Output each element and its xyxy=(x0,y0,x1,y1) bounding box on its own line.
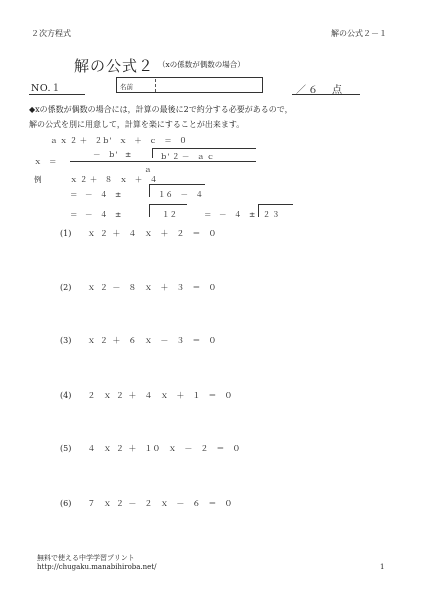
formula-sqrt xyxy=(152,148,153,158)
header-left: ２次方程式 xyxy=(31,29,71,38)
footer-title: 無料で使える中学学習プリント xyxy=(37,554,135,562)
example-step2-sqrt-2 xyxy=(258,204,259,217)
problem-5 xyxy=(60,443,240,454)
name-field[interactable] xyxy=(116,77,263,93)
example-step1-radicand: １６ － ４ xyxy=(158,190,203,199)
problem-expression: ７ ｘ ２ － ２ ｘ － ６ ＝ ０ xyxy=(87,499,233,508)
example-step2-sqrt-2-bar xyxy=(258,204,293,205)
problem-4 xyxy=(60,390,232,401)
intro-line-2: 解の公式を別に用意して，計算を楽にすることが出来ます。 xyxy=(29,120,245,129)
page-number: 1 xyxy=(380,563,385,571)
name-divider xyxy=(155,79,156,92)
score-underline xyxy=(292,94,360,95)
example-step1-sqrt-bar xyxy=(149,184,205,185)
formula-x-equals: ｘ ＝ xyxy=(34,157,57,166)
problem-number: (2) xyxy=(60,283,72,292)
example-step1-sqrt xyxy=(149,184,150,197)
problem-number: (1) xyxy=(60,229,72,238)
name-label: 名前 xyxy=(120,83,133,91)
formula-fraction-bar xyxy=(70,161,256,162)
number-label: NO.１ xyxy=(31,83,62,94)
problem-number: (3) xyxy=(60,336,72,345)
formula-sqrt-bar xyxy=(152,148,256,149)
problem-expression: ｘ ２ － ８ ｘ ＋ ３ ＝ ０ xyxy=(87,283,217,292)
formula-numerator: － ｂ' ± xyxy=(93,150,132,159)
example-step2-sqrt-bar xyxy=(149,204,187,205)
example-step2-radicand-2: ３ xyxy=(272,210,280,219)
header-right: 解の公式２－１ xyxy=(331,29,387,38)
example-step-2-result: ＝ － ４ ± ２ xyxy=(204,210,271,219)
example-step-1: ＝ － ４ ± xyxy=(70,190,122,199)
page-subtitle: （xの係数が偶数の場合） xyxy=(158,60,245,69)
formula-radicand: ｂ' ２ － ａ ｃ xyxy=(160,152,215,161)
example-step2-sqrt xyxy=(149,204,150,217)
problem-expression: ２ ｘ ２ ＋ ４ ｘ ＋ １ ＝ ０ xyxy=(87,391,233,400)
formula-equation: ａ ｘ ２ ＋ ２ｂ' ｘ ＋ ｃ ＝ ０ xyxy=(50,136,187,145)
problem-number: (5) xyxy=(60,444,72,453)
example-step2-radicand: １２ xyxy=(162,210,177,219)
problem-expression: ４ ｘ ２ ＋ １０ ｘ － ２ ＝ ０ xyxy=(87,444,241,453)
intro-line-1: ◆xの係数が偶数の場合には，計算の最後に2で約分する必要があるので， xyxy=(29,105,293,114)
formula-denominator: ａ xyxy=(144,165,152,174)
problem-6 xyxy=(60,498,232,509)
problem-number: (6) xyxy=(60,499,72,508)
problem-1 xyxy=(60,228,216,239)
problem-number: (4) xyxy=(60,391,72,400)
example-label: 例 xyxy=(34,175,42,184)
page-title: 解の公式２ xyxy=(74,57,155,75)
number-underline xyxy=(29,94,85,95)
problem-3 xyxy=(60,335,216,346)
footer-url[interactable]: http://chugaku.manabihiroba.net/ xyxy=(37,563,157,571)
problem-expression: ｘ ２ ＋ ６ ｘ － ３ ＝ ０ xyxy=(87,336,217,345)
problem-expression: ｘ ２ ＋ ４ ｘ ＋ ２ ＝ ０ xyxy=(87,229,217,238)
example-equation: ｘ ２ ＋ ８ ｘ ＋ ４ xyxy=(70,175,158,184)
problem-2 xyxy=(60,282,216,293)
example-step-2: ＝ － ４ ± xyxy=(70,210,122,219)
score-label: ／６ 点 xyxy=(296,85,344,96)
